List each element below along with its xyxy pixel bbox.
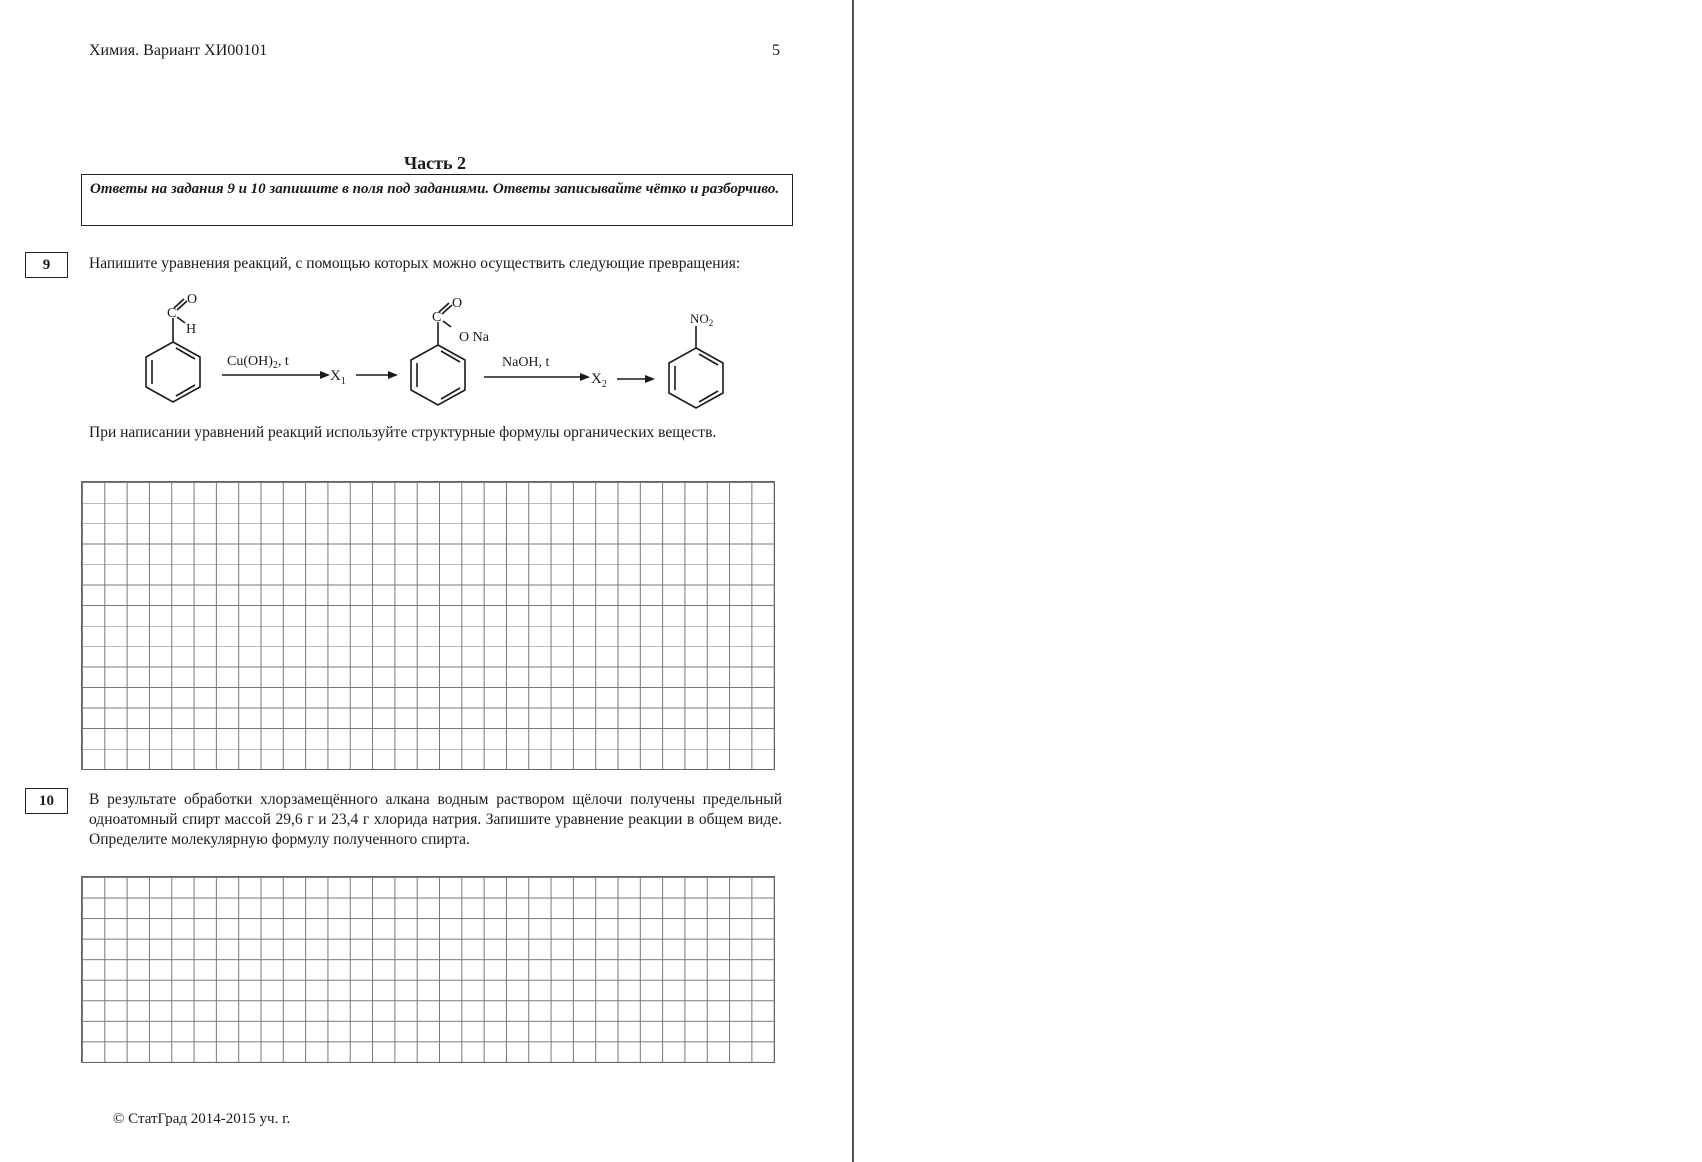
part-title: Часть 2 xyxy=(403,153,467,173)
aldehyde-oxygen-label: O xyxy=(187,292,198,307)
instructions-box: Ответы на задания 9 и 10 запишите в поля под заданиями. Ответы записывайте чётко и разборчиво. xyxy=(81,174,793,226)
footer-copyright: © СтатГрад 2014-2015 уч. г. xyxy=(113,1111,291,1127)
task-10-number: 10 xyxy=(25,788,68,814)
task-10-text: В результате обработки хлорзамещённого алкана водным раствором щёлочи получены предельный одноатомный спирт массой 29,6 г и 23,4 г хлорида натрия. Запишите уравнение реакции в общем виде. Определите молекулярную формулу полученного спирта. xyxy=(89,791,782,848)
nitro-group-label: $NO_2$ xyxy=(690,311,714,328)
carboxyl-oxygen-label: O xyxy=(452,296,463,311)
aldehyde-hydrogen-label: H xyxy=(186,322,197,337)
aldehyde-carbon-label: C xyxy=(167,306,177,321)
carboxylate-label: O Na xyxy=(459,330,489,345)
task-9-note: При написании уравнений реакций используйте структурные формулы органических веществ. xyxy=(89,424,717,441)
task-9-text: Напишите уравнения реакций, с помощью которых можно осуществить следующие превращения: xyxy=(89,255,741,272)
answer-grid-task-9[interactable] xyxy=(81,481,775,770)
arrow-1-reagent: $Cu(OH)_2$, t xyxy=(227,354,289,371)
carboxyl-carbon-label: C xyxy=(432,310,442,325)
intermediate-x1: $X_1$ xyxy=(330,368,346,387)
task-9-number: 9 xyxy=(25,252,68,278)
header-title: Химия. Вариант ХИ00101 xyxy=(89,42,268,59)
nitrobenzene-structure xyxy=(669,326,723,408)
blank-page xyxy=(854,0,1702,1162)
answer-grid-task-10[interactable] xyxy=(81,876,775,1063)
reaction-scheme xyxy=(130,290,750,420)
page-number: 5 xyxy=(772,42,780,59)
arrow-3-reagent: NaOH, t xyxy=(502,355,550,370)
intermediate-x2: $X_2$ xyxy=(591,371,607,390)
